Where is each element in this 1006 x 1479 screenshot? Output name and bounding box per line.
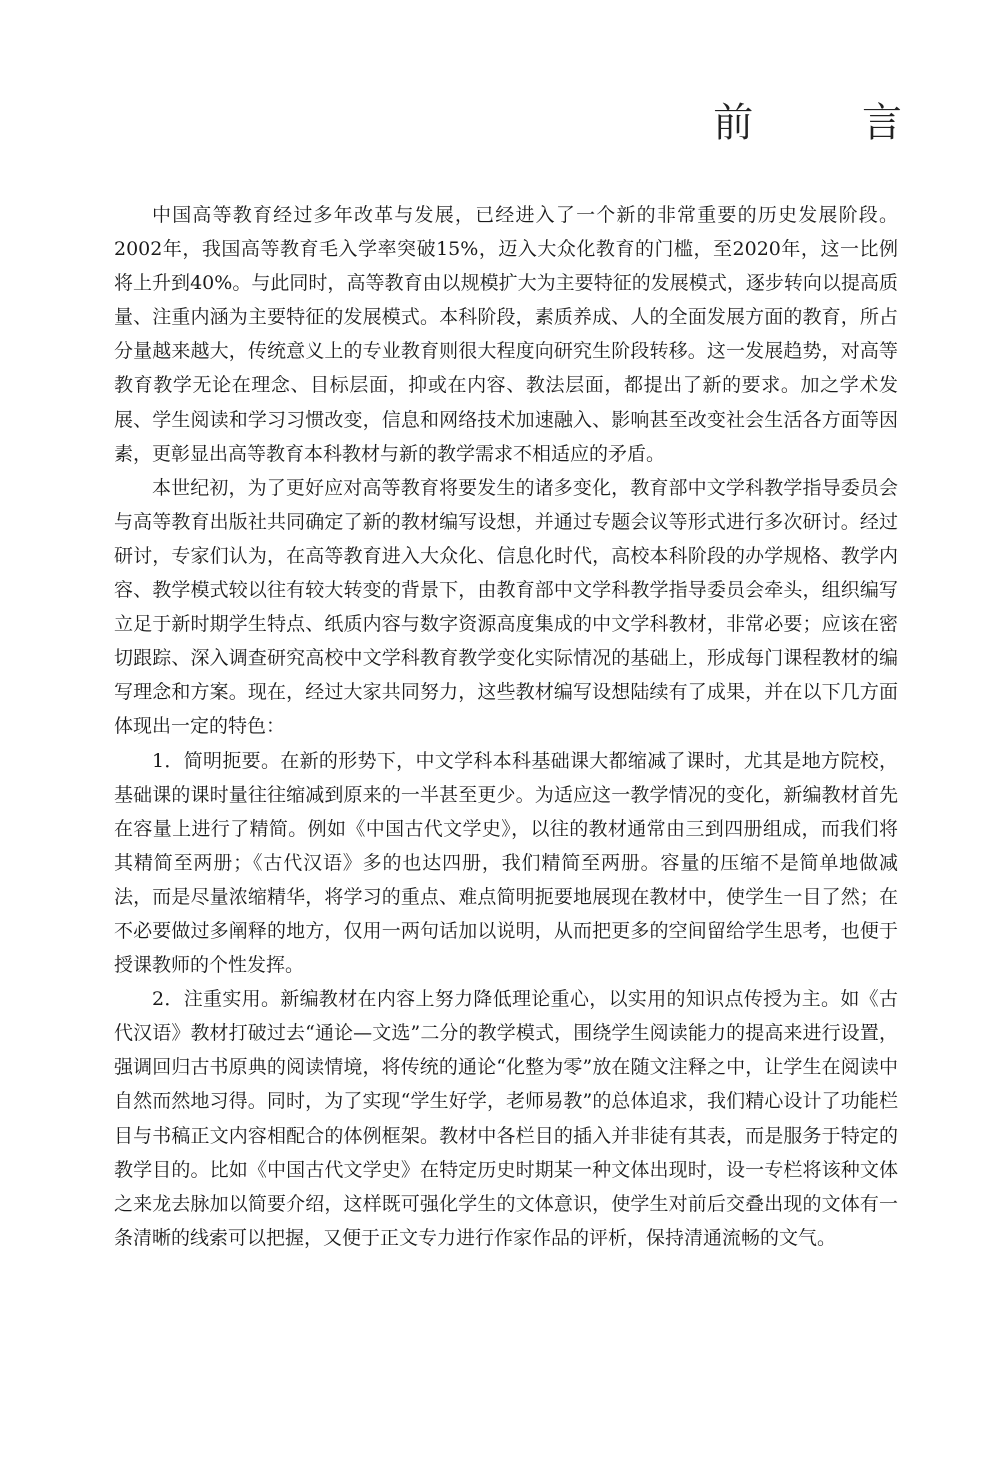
- paragraph-background: [114, 471, 898, 744]
- paragraph-lead: 2．注重实用。: [152, 988, 281, 1011]
- paragraph-text: 在新的形势下，中文学科本科基础课大都缩减了课时，尤其是地方院校，基础课的课时量往往缩减到原来的一半甚至更少。为适应这一教学情况的变化，新编教材首先在容量上进行了精简。例如《中国古代文学史》，以往的教材通常由三到四册组成，而我们将其精简至两册；《古代汉语》多的也达四册，我们精简至两册。容量的压缩不是简单地做减法，而是尽量浓缩精华，将学习的重点、难点简明扼要地展现在教材中，使学生一目了然；在不必要做过多阐释的地方，仅用一两句话加以说明，从而把更多的空间留给学生思考，也便于授课教师的个性发挥。: [114, 749, 898, 977]
- paragraph-intro: [114, 198, 898, 471]
- paragraph-text: 中国高等教育经过多年改革与发展，已经进入了一个新的非常重要的历史发展阶段。2002年，我国高等教育毛入学率突破15%，迈入大众化教育的门槛，至2020年，这一比例将上升到40%。与此同时，高等教育由以规模扩大为主要特征的发展模式，逐步转向以提高质量、注重内涵为主要特征的发展模式。本科阶段，素质养成、人的全面发展方面的教育，所占分量越来越大，传统意义上的专业教育则很大程度向研究生阶段转移。这一发展趋势，对高等教育教学无论在理念、目标层面，抑或在内容、教法层面，都提出了新的要求。加之学术发展、学生阅读和学习习惯改变，信息和网络技术加速融入、影响甚至改变社会生活各方面等因素，更彰显出高等教育本科教材与新的教学需求不相适应的矛盾。: [114, 204, 898, 465]
- page-title: 前 言: [713, 99, 950, 146]
- paragraph-lead: 1．简明扼要。: [152, 749, 281, 772]
- body-text: [114, 198, 898, 1255]
- paragraph-text: 新编教材在内容上努力降低理论重心，以实用的知识点传授为主。如《古代汉语》教材打破过去“通论—文选”二分的教学模式，围绕学生阅读能力的提高来进行设置，强调回归古书原典的阅读情境，将传统的通论“化整为零”放在随文注释之中，让学生在阅读中自然而然地习得。同时，为了实现“学生好学，老师易教”的总体追求，我们精心设计了功能栏目与书稿正文内容相配合的体例框架。教材中各栏目的插入并非徒有其表，而是服务于特定的教学目的。比如《中国古代文学史》在特定历史时期某一种文体出现时，设一专栏将该种文体之来龙去脉加以简要介绍，这样既可强化学生的文体意识，使学生对前后交叠出现的文体有一条清晰的线索可以把握，又便于正文专力进行作家作品的评析，保持清通流畅的文气。: [114, 988, 898, 1249]
- paragraph-feature-1: [114, 744, 898, 983]
- paragraph-text: 本世纪初，为了更好应对高等教育将要发生的诸多变化，教育部中文学科教学指导委员会与高等教育出版社共同确定了新的教材编写设想，并通过专题会议等形式进行多次研讨。经过研讨，专家们认为，在高等教育进入大众化、信息化时代，高校本科阶段的办学规格、教学内容、教学模式较以往有较大转变的背景下，由教育部中文学科教学指导委员会牵头，组织编写立足于新时期学生特点、纸质内容与数字资源高度集成的中文学科教材，非常必要；应该在密切跟踪、深入调查研究高校中文学科教育教学变化实际情况的基础上，形成每门课程教材的编写理念和方案。现在，经过大家共同努力，这些教材编写设想陆续有了成果，并在以下几方面体现出一定的特色：: [114, 476, 898, 738]
- paragraph-feature-2: [114, 982, 898, 1255]
